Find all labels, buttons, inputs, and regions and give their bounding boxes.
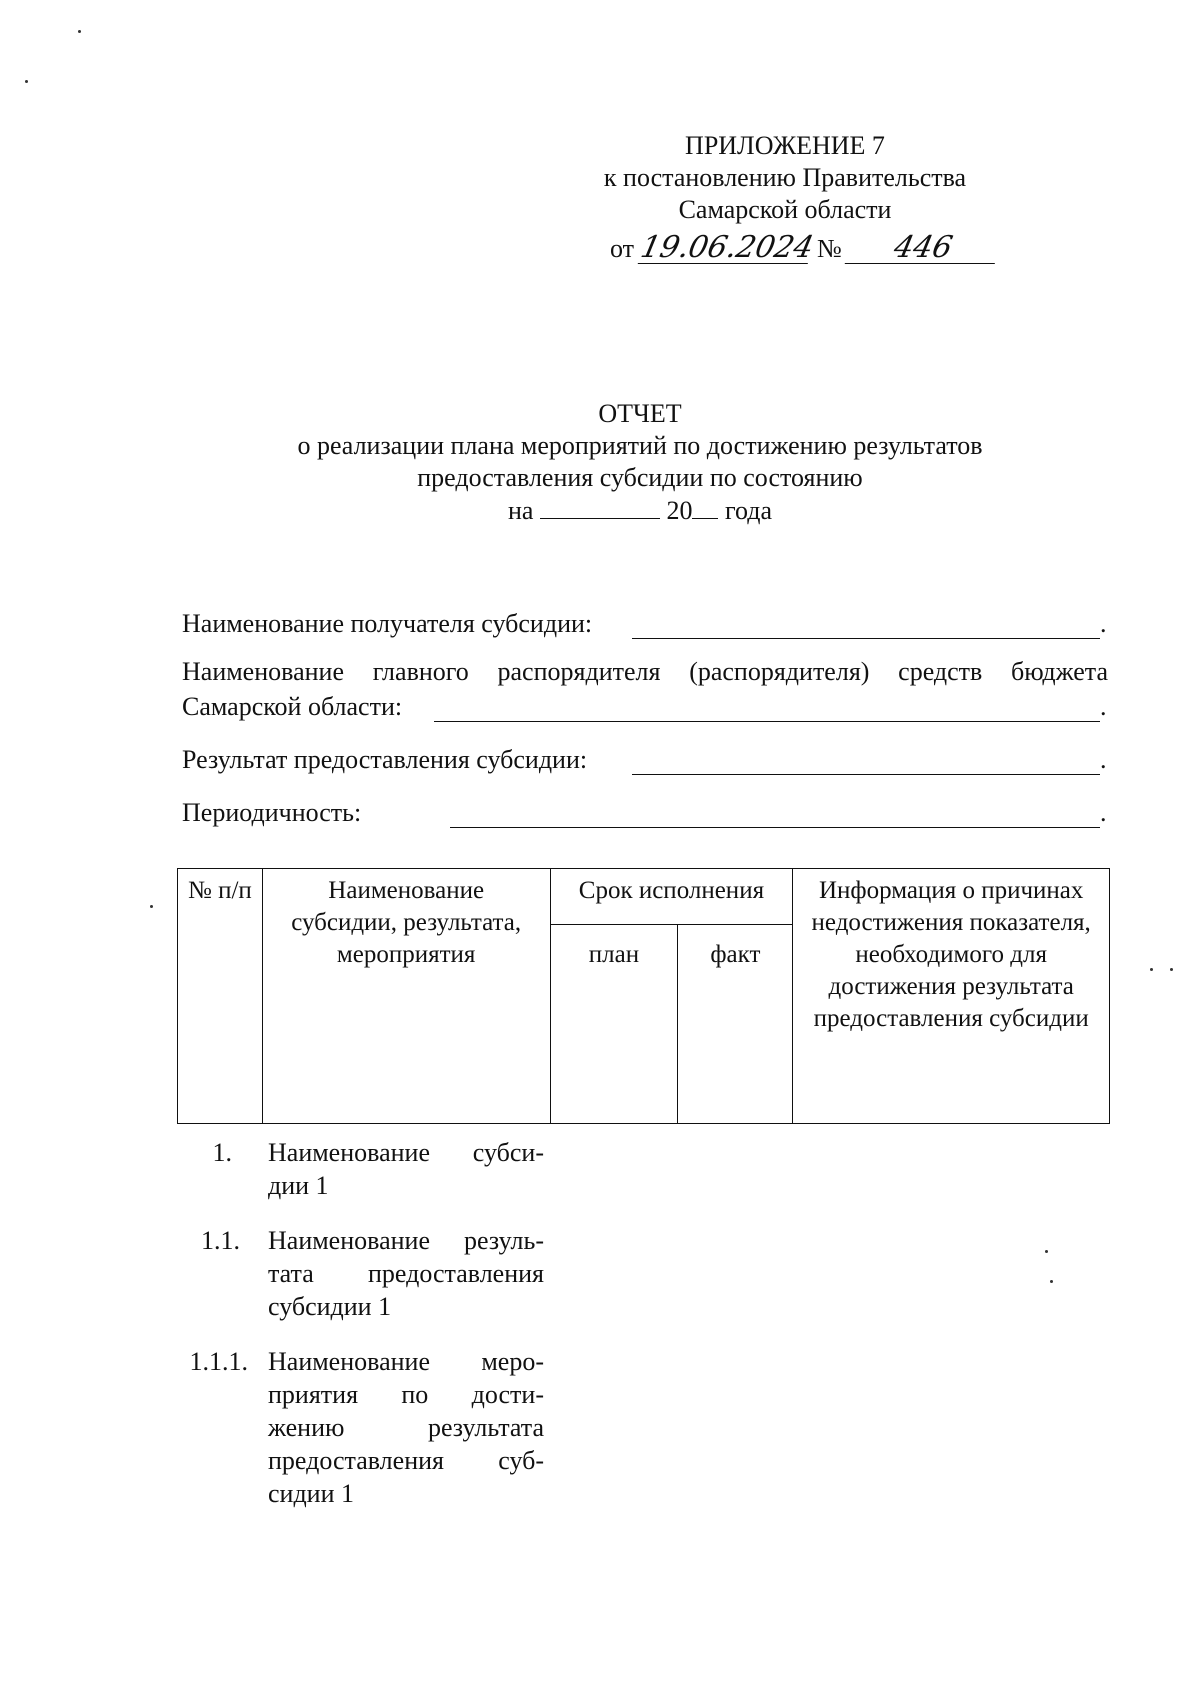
row-1-line-1: Наименование субси- (268, 1138, 544, 1167)
report-table (177, 868, 1110, 1124)
header-num: № п/п (178, 869, 263, 1124)
appendix-number: 446 (845, 233, 1002, 264)
row-num-3: 1.1.1. (189, 1347, 248, 1376)
appendix-line2: Самарской области (678, 195, 892, 224)
header-fact: факт (678, 925, 793, 1124)
year-suffix: года (724, 496, 772, 525)
appendix-date-line (610, 230, 998, 265)
report-subtitle1: о реализации плана мероприятий по достижению результатов (297, 431, 983, 460)
appendix-date: 19.06.2024 (637, 230, 817, 265)
scan-speck (1150, 968, 1153, 971)
row-text-2 (268, 1224, 544, 1323)
row-2-line-3: субсидии 1 (268, 1292, 392, 1321)
header-term: Срок исполнения (550, 869, 793, 925)
header-plan: план (550, 925, 678, 1124)
report-title: ОТЧЕТ (598, 399, 682, 428)
scan-speck (150, 905, 153, 908)
field-distributor-dot: . (1100, 692, 1107, 721)
as-of-date-blank (540, 494, 660, 519)
row-num-1: 1. (212, 1138, 232, 1167)
row-2-line-1: Наименование резуль- (268, 1226, 544, 1255)
row-text-1 (268, 1136, 544, 1202)
appendix-header (560, 130, 1010, 226)
header-info: Информация о причинах недостижения показателя, необходимого для достижения результата предоставления субсидии (793, 869, 1110, 1124)
row-3-line-2: приятия по дости- (268, 1380, 544, 1409)
field-periodicity-dot: . (1100, 798, 1107, 827)
number-label: № (817, 234, 842, 263)
field-periodicity-label: Периодичность: (182, 798, 362, 827)
field-result-line (632, 744, 1100, 775)
from-label: от (610, 234, 635, 263)
scan-speck (78, 30, 81, 33)
report-subtitle2: предоставления субсидии по состоянию (417, 463, 863, 492)
scan-speck (1050, 1280, 1053, 1283)
appendix-title: ПРИЛОЖЕНИЕ 7 (685, 131, 885, 160)
field-recipient-line (632, 608, 1100, 639)
field-distributor-line (434, 691, 1100, 722)
row-3-line-4: предоставления суб- (268, 1446, 544, 1475)
scan-speck (1045, 1250, 1048, 1253)
field-distributor-line1: Наименование главного распорядителя (распорядителя) средств бюджета (182, 657, 1108, 686)
field-result-label: Результат предоставления субсидии: (182, 745, 588, 774)
row-num-2: 1.1. (201, 1226, 240, 1255)
report-title-block (200, 398, 1080, 527)
year-prefix: 20 (666, 496, 693, 525)
header-name: Наименование субсидии, результата, мероприятия (262, 869, 550, 1124)
field-recipient-dot: . (1100, 609, 1107, 638)
scan-speck (1170, 968, 1173, 971)
row-text-3 (268, 1345, 544, 1510)
scan-speck (25, 80, 28, 83)
field-recipient-label: Наименование получателя субсидии: (182, 609, 593, 638)
year-blank (692, 494, 718, 519)
as-of-prefix: на (507, 496, 534, 525)
field-distributor-label: Самарской области: (182, 692, 403, 721)
row-3-line-5: сидии 1 (268, 1479, 355, 1508)
field-result-dot: . (1100, 745, 1107, 774)
field-periodicity-line (450, 797, 1100, 828)
row-3-line-3: жению результата (268, 1413, 544, 1442)
row-3-line-1: Наименование меро- (268, 1347, 544, 1376)
report-as-of (200, 494, 1080, 527)
row-2-line-2: тата предоставления (268, 1259, 544, 1288)
row-1-line-2: дии 1 (268, 1171, 329, 1200)
appendix-line1: к постановлению Правительства (603, 163, 967, 192)
